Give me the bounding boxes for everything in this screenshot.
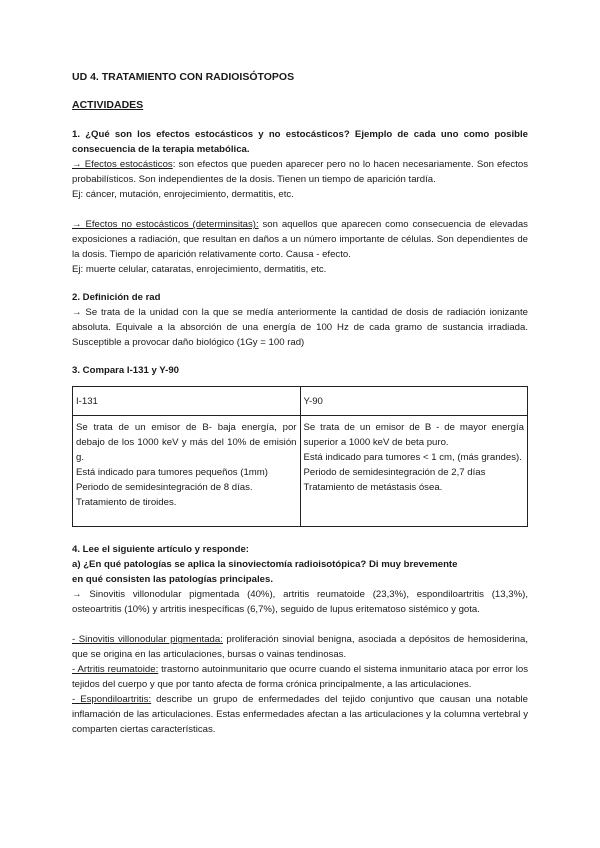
deterministic-label: → Efectos no estocásticos (determinsitas): xyxy=(72,219,259,230)
document-page xyxy=(72,70,528,737)
definition-espondiloartritis xyxy=(72,692,528,737)
deterministic-text: son aquellos que aparecen como consecuencia de elevadas exposiciones a radiación, que resultan en daños a un número importante de células. Son dependientes de la dosis. Tiempo de aparición relativamente corto. Causa - efecto. xyxy=(72,219,528,260)
y90-line-1: Se trata de un emisor de B - de mayor energía superior a 1000 keV de beta puro. xyxy=(303,422,524,448)
answer-2: → Se trata de la unidad con la que se medía anteriormente la cantidad de dosis de radiación ionizante absoluta. Equivale a la absorción de una energía de 100 Hz de cada gramo de sustancia irradiada. Susceptible a provocar daño biológico (1Gy = 100 rad) xyxy=(72,307,528,348)
question-2: 2. Definición de rad xyxy=(72,292,161,303)
y90-line-2: Está indicado para tumores < 1 cm, (más grandes). xyxy=(303,452,522,463)
answer-4a: → Sinovitis villonodular pigmentada (40%), artritis reumatoide (23,3%), espondiloartritis (13,3%), osteoartritis (10%) y artritis inespecíficas (6,7%), seguido de lupus eritematoso sistémico y gota. xyxy=(72,589,528,615)
definition-artritis xyxy=(72,662,528,692)
answer-1-deterministic xyxy=(72,217,528,262)
artritis-text: trastorno autoinmunitario que ocurre cuando el sistema inmunitario ataca por error los tejidos del cuerpo y que por tanto afecta de forma crónica principalmente, a las articulaciones. xyxy=(72,664,528,690)
i131-line-1: Se trata de un emisor de B- baja energía, por debajo de los 1000 keV y más del 10% de emisión g. xyxy=(76,422,297,463)
answer-1-stochastic xyxy=(72,157,528,187)
espondiloartritis-text: describe un grupo de enfermedades del tejido conjuntivo que causan una notable inflamación de las articulaciones. Estas enfermedades afectan a las articulaciones y la columna vertebral y comparten ciertas características. xyxy=(72,694,529,735)
artritis-label: - Artritis reumatoide: xyxy=(72,664,159,675)
cell-i131 xyxy=(73,416,301,527)
stochastic-text: : son efectos que pueden aparecer pero no lo hacen necesariamente. Son efectos probabilísticos. Son independientes de la dosis. Tienen un tiempo de aparición tardía. xyxy=(72,159,528,185)
answer-1-deterministic-example: Ej: muerte celular, cataratas, enrojecimiento, dermatitis, etc. xyxy=(72,264,327,275)
question-4a-line-1: a) ¿En qué patologías se aplica la sinoviectomía radioisotópica? Di muy brevemente xyxy=(72,559,458,570)
espondiloartritis-label: - Espondiloartritis: xyxy=(72,694,152,705)
question-3: 3. Compara I-131 y Y-90 xyxy=(72,365,180,376)
stochastic-label: → Efectos estocásticos xyxy=(72,159,173,170)
i131-line-4: Tratamiento de tiroides. xyxy=(76,497,177,508)
i131-line-2: Está indicado para tumores pequeños (1mm) xyxy=(76,467,268,478)
section-heading: ACTIVIDADES xyxy=(72,99,144,111)
y90-line-3: Periodo de semidesintegración de 2,7 días xyxy=(303,467,486,478)
cell-y90 xyxy=(300,416,528,527)
definition-sinovitis xyxy=(72,632,528,662)
document-title: UD 4. TRATAMIENTO CON RADIOISÓTOPOS xyxy=(72,71,295,83)
comparison-table xyxy=(72,386,528,527)
header-i131: I-131 xyxy=(73,387,301,416)
question-1: 1. ¿Qué son los efectos estocásticos y no estocásticos? Ejemplo de cada uno como posible consecuencia de la terapia metabólica. xyxy=(72,129,528,155)
answer-1-stochastic-example: Ej: cáncer, mutación, enrojecimiento, dermatitis, etc. xyxy=(72,189,294,200)
question-4a-line-2: en qué consisten las patologías principales. xyxy=(72,574,273,585)
sinovitis-text: proliferación sinovial benigna, asociada a depósitos de hemosiderina, que se origina en las articulaciones, bursas o vainas tendinosas. xyxy=(72,634,528,660)
sinovitis-label: - Sinovitis villonodular pigmentada: xyxy=(72,634,223,645)
y90-line-4: Tratamiento de metástasis ósea. xyxy=(303,482,443,493)
i131-line-3: Periodo de semidesintegración de 8 días. xyxy=(76,482,253,493)
table-row xyxy=(73,416,528,527)
question-4: 4. Lee el siguiente artículo y responde: xyxy=(72,544,250,555)
header-y90: Y-90 xyxy=(300,387,528,416)
table-header-row xyxy=(73,387,528,416)
